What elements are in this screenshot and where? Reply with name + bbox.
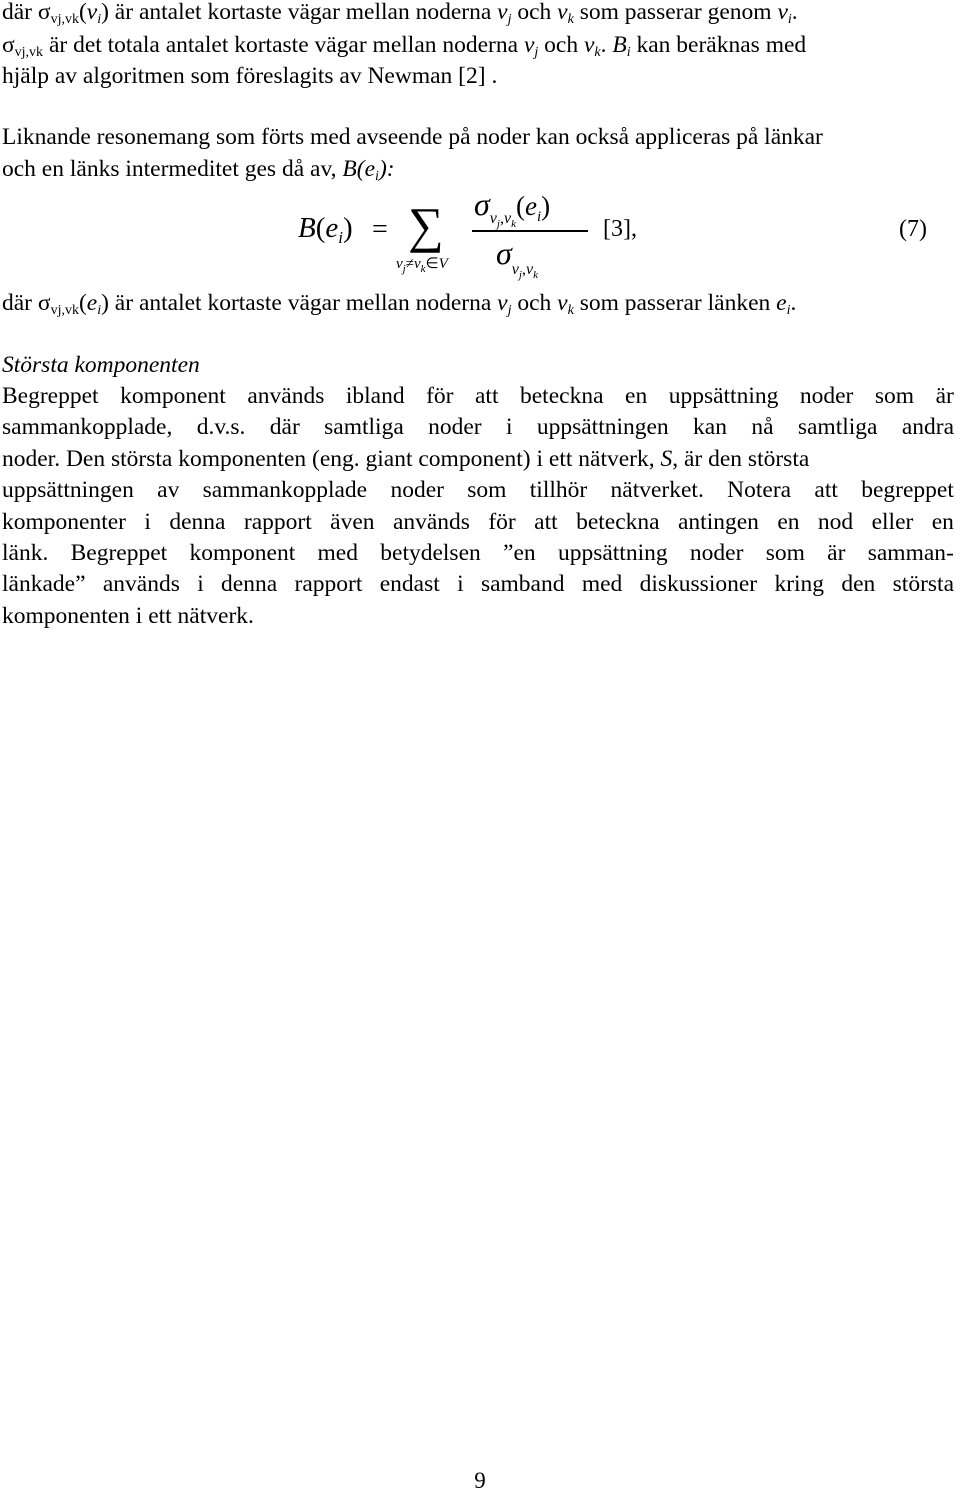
eq-lhs: $B(e_i)$: [298, 212, 353, 247]
section-line-3: noder. Den största komponenten (eng. giant component) i ett nätverk, S, är den största: [2, 446, 810, 472]
section-line-4: uppsättningen av sammankopplade noder som tillhör nätverket. Notera att begreppet: [2, 477, 954, 503]
eq-sum-symbol: ∑: [408, 197, 444, 253]
section-line-5: komponenter i denna rapport även används för att beteckna antingen en nod eller en: [2, 509, 954, 535]
eq-sum-subscript: $v_j\ne v_k\in V$: [396, 256, 448, 275]
eq-numerator: $\sigma_{v_j,v_k}(e_i)$: [474, 186, 551, 230]
eq-citation: [3],: [603, 216, 637, 242]
section-line-7: länkade” används i denna rapport endast i samband med diskussioner kring den största: [2, 571, 954, 597]
section-line-6: länk. Begreppet komponent med betydelsen ”en uppsättning noder som är samman-: [2, 540, 954, 566]
section-line-1: Begreppet komponent används ibland för att beteckna en uppsättning noder som är: [2, 383, 954, 409]
paragraph1-line2: $\sigma_{vj,vk}$ är det totala antalet kortaste vägar mellan noderna $v_j$ och $v_k$. $B_i$ kan beräknas med: [2, 32, 807, 60]
eq-denominator: $\sigma_{v_j,v_k}$: [496, 235, 538, 281]
eq-equals: =: [372, 214, 388, 245]
page-number: 9: [474, 1468, 486, 1493]
section-line-8: komponenten i ett nätverk.: [2, 603, 254, 629]
section-heading: Största komponenten: [2, 352, 200, 378]
paragraph2-line1: Liknande resonemang som förts med avseende på noder kan också appliceras på länkar: [2, 124, 823, 150]
eq-number: (7): [899, 216, 927, 242]
paragraph2-line2: och en länks intermeditet ges då av, $B(e_i)$:: [2, 156, 395, 184]
eq-fraction-bar: [472, 230, 588, 232]
paragraph1-line1: där $\sigma_{vj,vk}(v_i)$ är antalet kortaste vägar mellan noderna $v_j$ och $v_k$ som passerar genom $v_i$.: [2, 0, 798, 27]
paragraph1-line3: hjälp av algoritmen som föreslagits av Newman [2] .: [2, 63, 498, 89]
paragraph3-line: där $\sigma_{vj,vk}(e_i)$ är antalet kortaste vägar mellan noderna $v_j$ och $v_k$ som passerar länken $e_i$.: [2, 290, 797, 318]
section-line-2: sammankopplade, d.v.s. där samtliga noder i uppsättningen kan nå samtliga andra: [2, 414, 954, 440]
